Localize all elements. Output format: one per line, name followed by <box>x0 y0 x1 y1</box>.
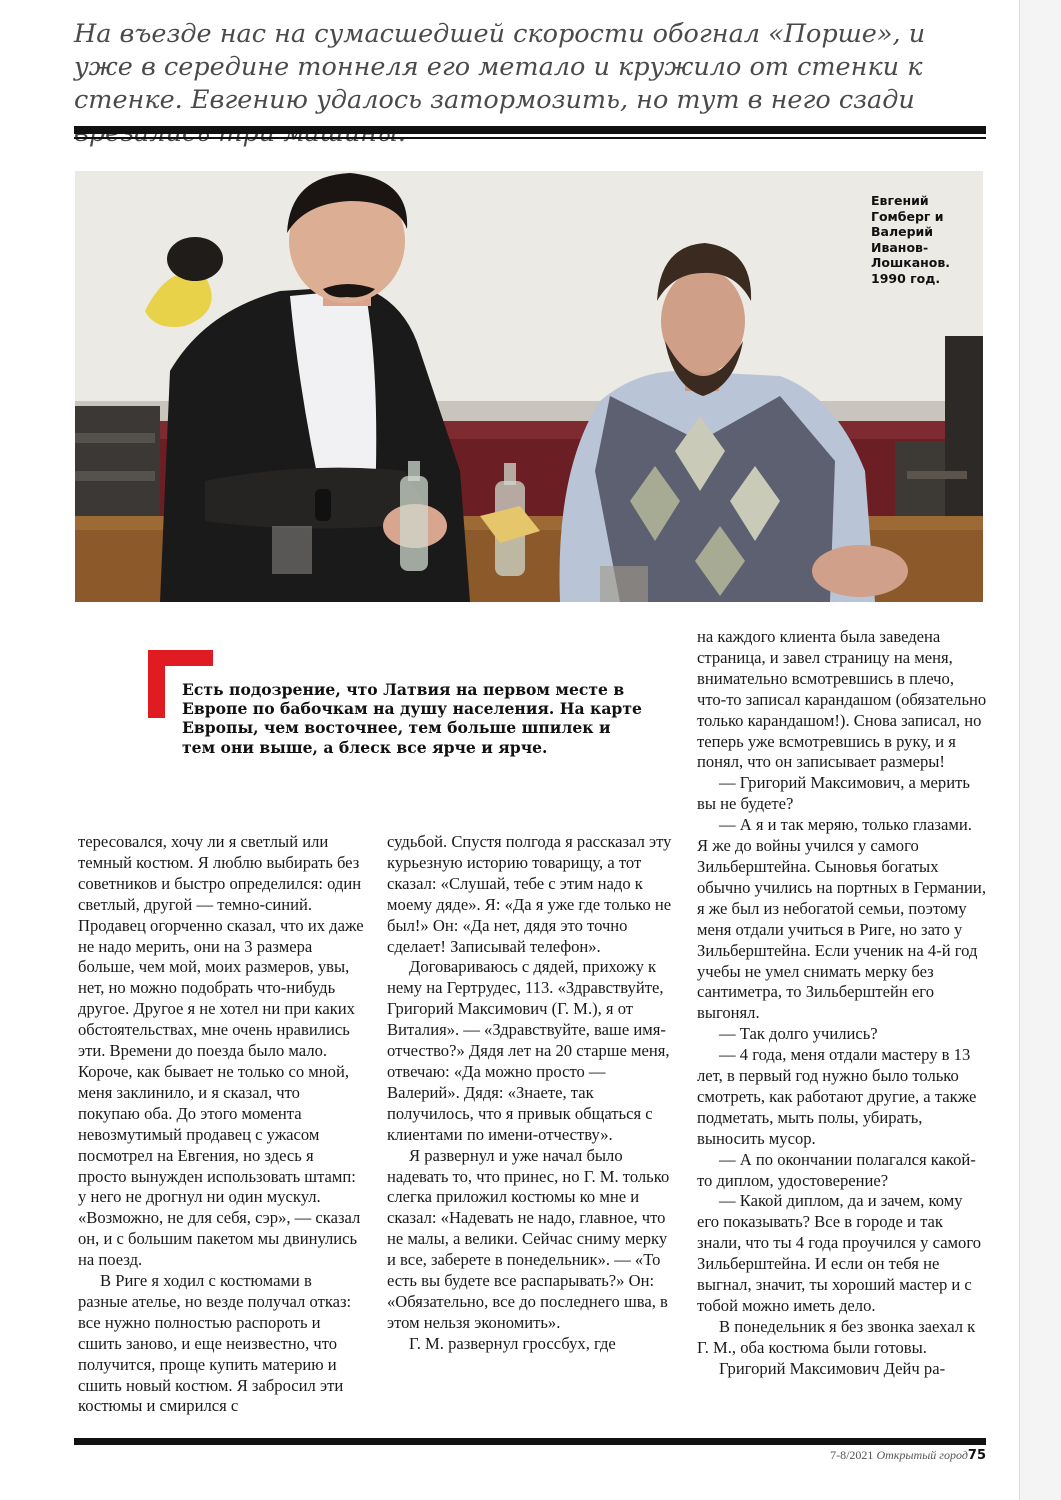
paragraph: судьбой. Спустя полгода я рассказал эту курьезную историю товарищу, а тот сказал: «Слушай, тебе с этим надо к моему дяде». Я: «Да я уже где только не был!» Он: «Да нет, дядя это точно сделает! Записывай телефон». <box>387 832 672 956</box>
folio <box>830 1448 986 1463</box>
paragraph: — Григорий Максимович, а мерить вы не будете? <box>697 773 970 814</box>
paragraph: — 4 года, меня отдали мастеру в 13 лет, в первый год нужно было только смотреть, как работают другие, а также подметать, мыть полы, убирать, выносить мусор. <box>697 1045 977 1148</box>
lede-text: На въезде нас на сумасшедшей скорости обогнал «Порше», и уже в середине тоннеля его метало и кружило от стенки к стенке. Евгению удалось затормозить, но тут в него сзади <box>74 19 926 115</box>
paragraph: — Так долго учились? <box>719 1024 878 1044</box>
column-2 <box>387 832 673 1355</box>
bottom-rule <box>74 1438 986 1445</box>
page-edge <box>1019 0 1061 1500</box>
paragraph: В Риге я ходил с костюмами в разные ателье, но везде получал отказ: все нужно полностью распороть и сшить заново, и еще неизвестно, что получится, проще купить материю и сшить новый костюм. Я забросил эти костюмы и смирился с <box>78 1271 352 1416</box>
quote-mark-bar-vertical <box>148 650 165 718</box>
paragraph: — А по окончании полагался какой-то диплом, удостоверение? <box>697 1149 976 1190</box>
page-number: 75 <box>967 1448 986 1463</box>
paragraph: — А я и так меряю, только глазами. Я же до войны учился у самого Зильберштейна. Сыновья богатых обычно учились на портных в Германии, я же был из небогатой семьи, поэтому меня отдали учиться в Риге, но зато у Зильберштейна. Если ученик на 4-й год учебы не умел снимать мерку без сантиметра, то Зильберштейн его выгонял. <box>697 815 986 1023</box>
photo-caption: Евгений Гомберг и Валерий Иванов-Лошканов. 1990 год. <box>871 193 951 286</box>
photo-illustration <box>75 171 983 602</box>
paragraph: тересовался, хочу ли я светлый или темный костюм. Я люблю выбирать без советников и быстро определился: один светлый, другой — темно-синий. Продавец огорченно сказал, что их даже не надо мерить, они на 3 размера больше, чем мой, моих размеров, увы, нет, но можно подобрать что-нибудь другое. Другое я не хотел ни при каких обстоятельствах, мне очень нравились эти. Времени до поезда было мало. Короче, как бывает не только со мной, меня заклинило, и я сказал, что покупаю оба. До этого момента невозмутимый продавец с ужасом посмотрел на Евгения, но здесь я просто вынужден использовать штамп: у него не дрогнул ни один мускул. «Возможно, не для себя, сэр», — сказал он, и с большим пакетом мы двинулись на поезд. <box>78 832 364 1270</box>
page-footer <box>74 1448 986 1468</box>
paragraph: — Какой диплом, да и зачем, кому его показывать? Все в городе и так знали, что ты 4 года проучился у самого Зильберштейна. И если он тебя не выгнал, значит, ты хороший мастер и с тобой можно иметь дело. <box>697 1191 982 1315</box>
paragraph: Я развернул и уже начал было надевать то, что принес, но Г. М. только слегка приложил костюмы ко мне и сказал: «Надевать не надо, главное, что не малы, а велики. Сейчас сниму мерку и все, заберете в понедельник». — «То есть вы будете все распарывать?» Он: «Обязательно, все до последнего шва, в этом нельзя экономить». <box>387 1145 670 1332</box>
top-rule-thin <box>74 137 986 139</box>
paragraph: В понедельник я без звонка заехал к Г. М., оба костюма были готовы. <box>697 1316 976 1357</box>
paragraph: Григорий Максимович Дейч ра- <box>719 1358 946 1378</box>
paragraph: Договариваюсь с дядей, прихожу к нему на Гертрудес, 113. «Здравствуйте, Григорий Максимович (Г. М.), я от Виталия». — «Здравствуйте, ваше имя-отчество?» Дядя лет на 20 старше меня, отвечаю: «Да можно просто — Валерий». Дядя: «Знаете, так получилось, что я привык общаться с клиентами по имени-отчеству». <box>387 957 670 1144</box>
paragraph: на каждого клиента была заведена страница, и завел страницу на меня, внимательно всмотревшись в плечо, что-то записал карандашом (обязательно только карандашом!). Снова записал, но теперь уже всмотревшись в руку, и я понял, что он записывает размеры! <box>697 627 987 772</box>
photo <box>75 171 983 602</box>
top-rule <box>74 126 986 134</box>
paragraph: Г. М. развернул гроссбух, где <box>409 1333 616 1353</box>
column-3 <box>697 627 987 1380</box>
pull-quote: Есть подозрение, что Латвия на первом месте в Европе по бабочкам на душу населения. На карте Европы, чем восточнее, тем больше шпилек и тем они выше, а блеск все ярче и ярче. <box>182 680 642 757</box>
issue-number: 7-8/2021 <box>830 1448 874 1462</box>
column-1 <box>78 832 364 1417</box>
magazine-name: Открытый город <box>876 1448 968 1462</box>
